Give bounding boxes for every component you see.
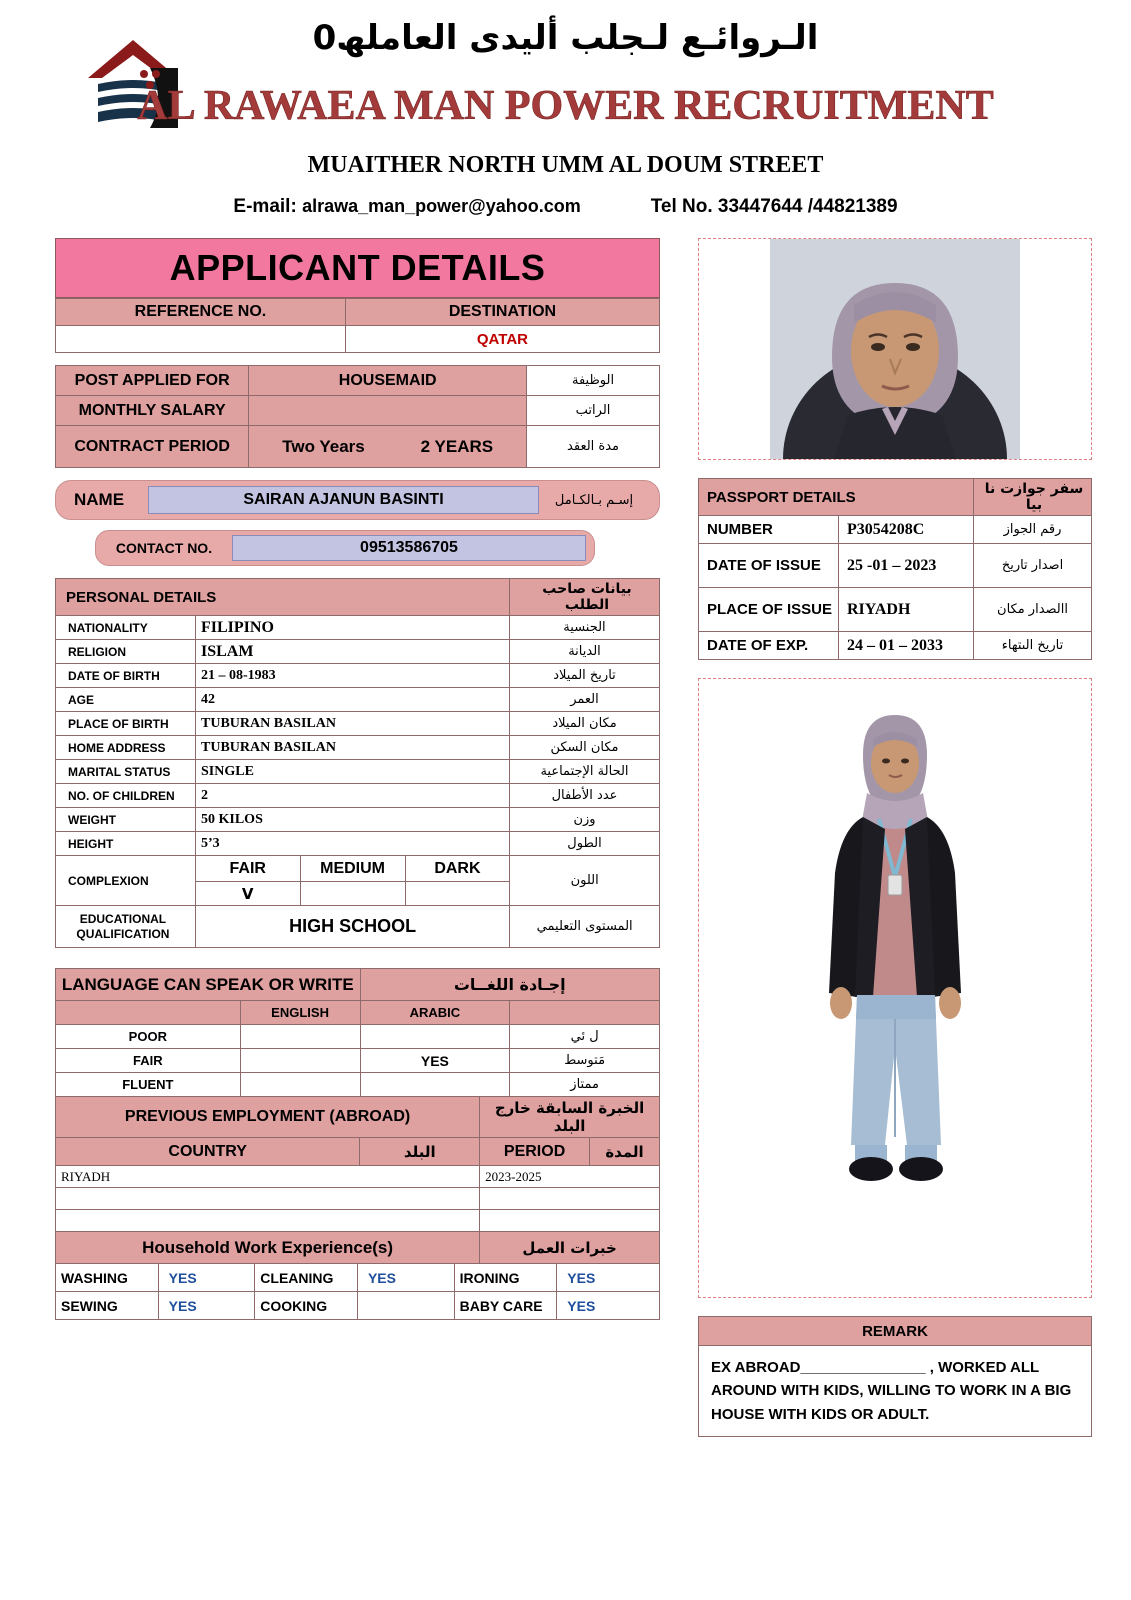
contact-band [95, 530, 595, 566]
row-arabic-children: عدد الأطفال [510, 784, 660, 808]
table-row [56, 299, 660, 326]
table-row [56, 1232, 660, 1264]
contract-period-arabic: مدة العقد [527, 426, 660, 468]
table-row [56, 1166, 660, 1188]
row-label-nationality: NATIONALITY [56, 616, 196, 640]
household-work-table [55, 1263, 660, 1320]
hw-label-ironing: IRONING [454, 1264, 557, 1292]
row-value-weight: 50 KILOS [196, 808, 510, 832]
table-row [56, 906, 660, 948]
complexion-mark-dark[interactable] [405, 882, 510, 906]
language-fair-ar-label: مَتوسط [510, 1049, 660, 1073]
passport-title-arabic: سفر جوازت نا بيا [974, 479, 1092, 516]
previous-country-2 [56, 1188, 480, 1210]
passport-label-doe: DATE OF EXP. [699, 632, 839, 660]
table-row [56, 1210, 660, 1232]
hw-value-sewing[interactable]: YES [158, 1292, 255, 1320]
contract-period-label: CONTRACT PERIOD [56, 426, 249, 468]
row-arabic-religion: الديانة [510, 640, 660, 664]
language-level-fluent: FLUENT [56, 1073, 241, 1097]
table-row [699, 544, 1092, 588]
table-row [56, 1049, 660, 1073]
table-row [56, 366, 660, 396]
language-title: LANGUAGE CAN SPEAK OR WRITE [56, 969, 361, 1001]
left-column [55, 238, 660, 1320]
hw-value-ironing[interactable]: YES [557, 1264, 660, 1292]
table-row [56, 969, 660, 1001]
row-label-weight: WEIGHT [56, 808, 196, 832]
row-arabic-address: مكان السكن [510, 736, 660, 760]
language-poor-ar-label: ل ئي [510, 1025, 660, 1049]
table-row [56, 1097, 660, 1138]
email-value: alrawa_man_power@yahoo.com [302, 196, 581, 216]
language-level-fair: FAIR [56, 1049, 241, 1073]
row-arabic-height: الطول [510, 832, 660, 856]
contact-line [0, 196, 1131, 218]
post-applied-label: POST APPLIED FOR [56, 366, 249, 396]
language-fair-english[interactable] [240, 1049, 360, 1073]
contract-period-values [249, 426, 527, 468]
language-poor-arabic[interactable] [360, 1025, 510, 1049]
name-band [55, 480, 660, 520]
row-arabic-weight: وزن [510, 808, 660, 832]
hw-value-cooking[interactable] [357, 1292, 454, 1320]
passport-label-doi: DATE OF ISSUE [699, 544, 839, 588]
contract-period-value-2: 2 YEARS [420, 436, 494, 456]
previous-period-1: 2023-2025 [480, 1166, 660, 1188]
passport-details-table [698, 478, 1092, 660]
complexion-mark-medium[interactable] [300, 882, 405, 906]
page-title: APPLICANT DETAILS [55, 238, 660, 298]
table-row [56, 426, 660, 468]
monthly-salary-arabic: الراتب [527, 396, 660, 426]
row-value-marital: SINGLE [196, 760, 510, 784]
table-row [56, 1138, 660, 1166]
language-col-arabic: ARABIC [360, 1001, 510, 1025]
row-label-religion: RELIGION [56, 640, 196, 664]
row-value-height: 5’3 [196, 832, 510, 856]
previous-col-period: PERIOD [480, 1138, 590, 1166]
table-row [56, 1025, 660, 1049]
passport-value-doi: 25 -01 – 2023 [839, 544, 974, 588]
passport-label-poi: PLACE OF ISSUE [699, 588, 839, 632]
hw-label-cooking: COOKING [255, 1292, 358, 1320]
reference-no-value [56, 326, 346, 353]
previous-col-country: COUNTRY [56, 1138, 360, 1166]
complexion-arabic: اللون [510, 856, 660, 906]
language-col-arabic-ar [510, 1001, 660, 1025]
table-row [699, 632, 1092, 660]
remark-title: REMARK [698, 1316, 1092, 1346]
applicant-full-body-photo [698, 678, 1092, 1298]
hw-label-washing: WASHING [56, 1264, 159, 1292]
complexion-option-fair: FAIR [195, 856, 300, 882]
personal-details-title: PERSONAL DETAILS [56, 579, 510, 616]
complexion-table [55, 855, 660, 948]
passport-arabic-poi: االصدار مكان [974, 588, 1092, 632]
post-applied-value: HOUSEMAID [249, 366, 527, 396]
hw-label-sewing: SEWING [56, 1292, 159, 1320]
passport-value-poi: RIYADH [839, 588, 974, 632]
passport-arabic-doe: تاريخ الىتهاء [974, 632, 1092, 660]
post-applied-table [55, 365, 660, 468]
language-fluent-arabic[interactable] [360, 1073, 510, 1097]
row-value-religion: ISLAM [196, 640, 510, 664]
hw-label-cleaning: CLEANING [255, 1264, 358, 1292]
table-row [699, 516, 1092, 544]
row-label-height: HEIGHT [56, 832, 196, 856]
table-row [56, 579, 660, 616]
destination-value: QATAR [345, 326, 659, 353]
row-label-age: AGE [56, 688, 196, 712]
language-table [55, 968, 660, 1097]
education-arabic: المستوى التعليمي [510, 906, 660, 948]
language-col-blank [56, 1001, 241, 1025]
previous-col-country-ar: البلد [360, 1138, 480, 1166]
table-row [56, 688, 660, 712]
complexion-option-medium: MEDIUM [300, 856, 405, 882]
table-row [56, 736, 660, 760]
row-label-address: HOME ADDRESS [56, 736, 196, 760]
row-arabic-marital: الحالة الإجتماعية [510, 760, 660, 784]
table-row [56, 784, 660, 808]
hw-value-babycare[interactable]: YES [557, 1292, 660, 1320]
previous-country-1: RIYADH [56, 1166, 480, 1188]
household-title: Household Work Experience(s) [56, 1232, 480, 1264]
contract-period-value-1: Two Years [282, 436, 365, 456]
destination-label: DESTINATION [345, 299, 659, 326]
table-row [56, 640, 660, 664]
previous-employment-table [55, 1096, 660, 1264]
hw-value-cleaning[interactable]: YES [357, 1264, 454, 1292]
contact-no-value[interactable]: 09513586705 [232, 535, 586, 561]
table-row [56, 1073, 660, 1097]
row-arabic-age: العمر [510, 688, 660, 712]
row-label-children: NO. OF CHILDREN [56, 784, 196, 808]
document-header [0, 0, 1131, 232]
row-value-age: 42 [196, 688, 510, 712]
table-row [56, 1188, 660, 1210]
company-street: MUAITHER NORTH UMM AL DOUM STREET [307, 152, 824, 178]
education-label: EDUCATIONAL QUALIFICATION [56, 906, 196, 948]
previous-col-period-ar: المدة [590, 1138, 660, 1166]
complexion-mark-fair[interactable]: V [195, 882, 300, 906]
row-arabic-pob: مكان الميلاد [510, 712, 660, 736]
language-title-arabic: إجـادة اللغــات [360, 969, 660, 1001]
complexion-label: COMPLEXION [56, 856, 196, 906]
table-row [56, 1001, 660, 1025]
passport-arabic-number: رقم الجواز [974, 516, 1092, 544]
table-row [56, 760, 660, 784]
household-title-arabic: خبرات العمل [480, 1232, 660, 1264]
remark-text: EX ABROAD_______________ , WORKED ALL AROUND WITH KIDS, WILLING TO WORK IN A BIG HOUSE WITH KIDS OR ADULT. [698, 1346, 1092, 1437]
table-row [699, 588, 1092, 632]
row-value-nationality: FILIPINO [196, 616, 510, 640]
name-value[interactable]: SAIRAN AJANUN BASINTI [148, 486, 539, 514]
table-row [56, 396, 660, 426]
language-poor-english[interactable] [240, 1025, 360, 1049]
personal-details-table [55, 578, 660, 856]
table-row [56, 664, 660, 688]
hw-value-washing[interactable]: YES [158, 1264, 255, 1292]
row-label-marital: MARITAL STATUS [56, 760, 196, 784]
monthly-salary-label: MONTHLY SALARY [56, 396, 249, 426]
name-arabic-label: إسـم بـالكـامل [554, 492, 634, 508]
name-label: NAME [74, 490, 125, 509]
row-arabic-dob: تاريخ الميلاد [510, 664, 660, 688]
language-level-poor: POOR [56, 1025, 241, 1049]
table-row [56, 326, 660, 353]
table-row [699, 479, 1092, 516]
post-applied-arabic: الوظيفة [527, 366, 660, 396]
reference-no-label: REFERENCE NO. [56, 299, 346, 326]
table-row [56, 856, 660, 882]
complexion-option-dark: DARK [405, 856, 510, 882]
email-label: E-mail: [233, 196, 297, 217]
passport-arabic-doi: اصدار تاريخ [974, 544, 1092, 588]
row-value-address: TUBURAN BASILAN [196, 736, 510, 760]
previous-employment-title: PREVIOUS EMPLOYMENT (ABROAD) [56, 1097, 480, 1138]
hw-label-babycare: BABY CARE [454, 1292, 557, 1320]
passport-value-doe: 24 – 01 – 2033 [839, 632, 974, 660]
email-block [233, 196, 580, 218]
passport-title: PASSPORT DETAILS [699, 479, 974, 516]
row-label-dob: DATE OF BIRTH [56, 664, 196, 688]
language-col-english: ENGLISH [240, 1001, 360, 1025]
applicant-portrait-photo [698, 238, 1092, 460]
table-row [56, 832, 660, 856]
right-column [698, 238, 1092, 1437]
contact-no-label: CONTACT NO. [115, 540, 213, 556]
language-fair-arabic[interactable]: YES [360, 1049, 510, 1073]
language-fluent-english[interactable] [240, 1073, 360, 1097]
row-label-pob: PLACE OF BIRTH [56, 712, 196, 736]
passport-value-number: P3054208C [839, 516, 974, 544]
language-fluent-ar-label: ممتاز [510, 1073, 660, 1097]
row-arabic-nationality: الجنسية [510, 616, 660, 640]
previous-employment-title-arabic: الخبرة السابقة خارج البلد [480, 1097, 660, 1138]
telephone: Tel No. 33447644 /44821389 [650, 196, 898, 217]
previous-country-3 [56, 1210, 480, 1232]
table-row [56, 1292, 660, 1320]
previous-period-2 [480, 1188, 660, 1210]
table-row [56, 808, 660, 832]
row-value-dob: 21 – 08-1983 [196, 664, 510, 688]
education-value: HIGH SCHOOL [195, 906, 509, 948]
table-row [56, 616, 660, 640]
table-row [56, 712, 660, 736]
monthly-salary-value [249, 396, 527, 426]
previous-period-3 [480, 1210, 660, 1232]
table-row [56, 1264, 660, 1292]
company-name: AL RAWAEA MAN POWER RECRUITMENT [137, 83, 994, 129]
reference-destination-table [55, 298, 660, 353]
row-value-children: 2 [196, 784, 510, 808]
personal-details-title-arabic: بيانات صاحب الطلب [510, 579, 660, 616]
company-arabic-title: الـروائـع لـجلب ألیدى العاملھ0 [312, 18, 819, 58]
row-value-pob: TUBURAN BASILAN [196, 712, 510, 736]
passport-label-number: NUMBER [699, 516, 839, 544]
